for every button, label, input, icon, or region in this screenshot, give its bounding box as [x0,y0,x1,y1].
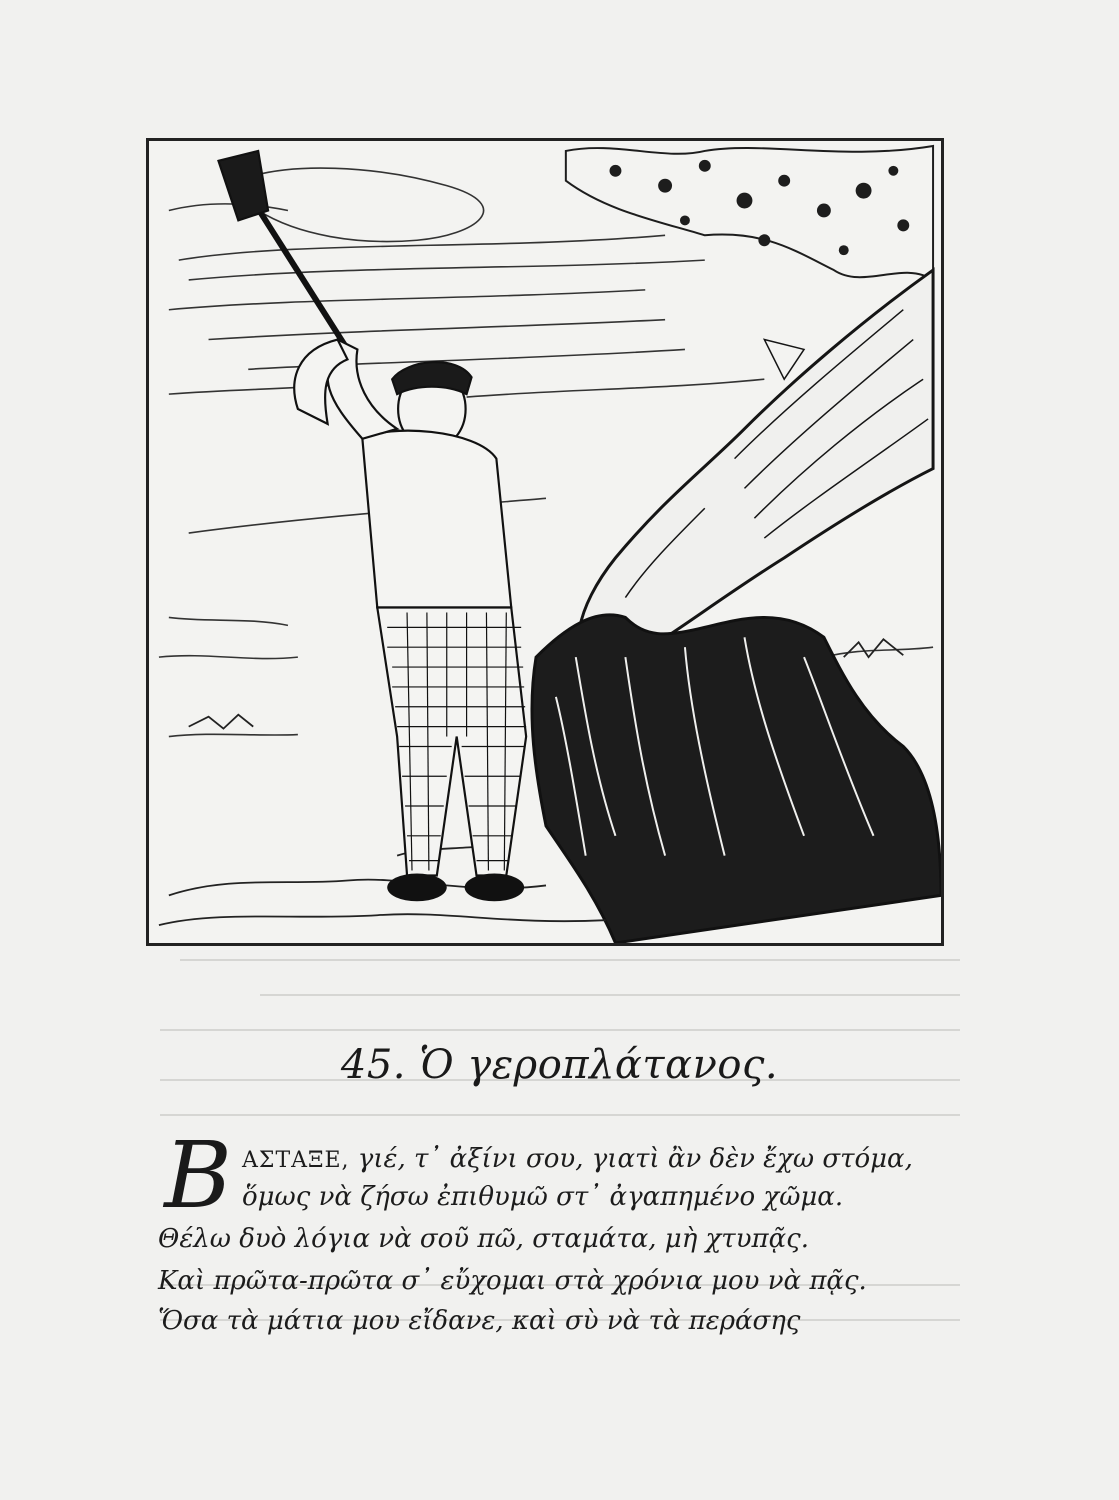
poem-line-2: ὅμως νὰ ζήσω ἐπιθυμῶ στ᾿ ἀγαπημένο χῶμα. [242,1182,844,1212]
woodcutter-drawing [149,141,941,943]
poem-line-4: Καὶ πρῶτα-πρῶτα σ᾿ εὔχομαι στὰ χρόνια μου νὰ πᾷς. [158,1266,867,1296]
poem-line-3: Θέλω δυὸ λόγια νὰ σοῦ πῶ, σταμάτα, μὴ χτυπᾷς. [158,1224,809,1254]
poem-line-1-rest: γιέ, τ᾿ ἀξίνι σου, γιατὶ ἂν δὲν ἔχω στόμα, [349,1144,913,1174]
poem-line-1 [242,1144,913,1176]
woodcut-illustration [146,138,944,946]
poem-line-5: Ὅσα τὰ μάτια μου εἴδανε, καὶ σὺ νὰ τὰ περάσης [158,1306,801,1336]
drop-cap: Β [164,1122,232,1229]
poem-line-1-caps: ΑΣΤΑΞΕ, [242,1148,350,1173]
poem-title: 45. Ὁ γεροπλάτανος. [340,1042,779,1088]
